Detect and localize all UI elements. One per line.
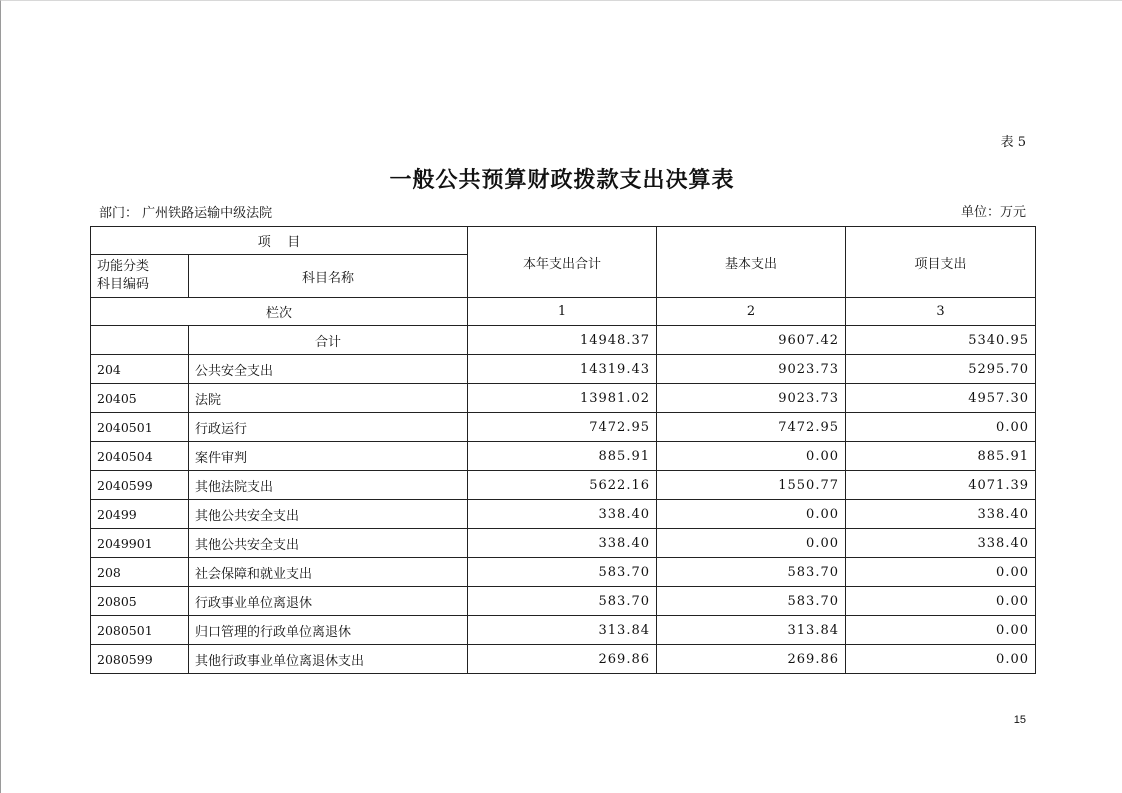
row-total: 269.86	[468, 645, 657, 674]
row-basic: 1550.77	[657, 471, 846, 500]
row-project: 4071.39	[846, 471, 1036, 500]
header-total: 本年支出合计	[468, 227, 657, 298]
row-total: 338.40	[468, 529, 657, 558]
row-project: 338.40	[846, 500, 1036, 529]
row-project: 0.00	[846, 616, 1036, 645]
header-subject-name: 科目名称	[189, 255, 468, 298]
row-basic: 269.86	[657, 645, 846, 674]
total-row-project: 5340.95	[846, 326, 1036, 355]
header-func-code-line2: 科目编码	[97, 277, 150, 292]
header-project: 项目支出	[846, 227, 1036, 298]
page-title: 一般公共预算财政拨款支出决算表	[389, 167, 735, 193]
header-row-index	[91, 298, 1036, 326]
unit-label: 单位：万元	[960, 205, 1026, 220]
row-project: 0.00	[846, 645, 1036, 674]
row-basic: 9023.73	[657, 355, 846, 384]
row-name: 行政事业单位离退休	[189, 587, 468, 616]
header-func-code	[91, 255, 189, 298]
row-code: 2080501	[91, 616, 189, 645]
total-row-code	[91, 326, 189, 355]
header-func-code-line1: 功能分类	[97, 259, 150, 274]
row-code: 2080599	[91, 645, 189, 674]
row-total: 7472.95	[468, 413, 657, 442]
row-name: 社会保障和就业支出	[189, 558, 468, 587]
header-item: 项 目	[91, 227, 468, 255]
row-basic: 313.84	[657, 616, 846, 645]
row-total: 885.91	[468, 442, 657, 471]
table-row	[91, 529, 1036, 558]
row-project: 0.00	[846, 413, 1036, 442]
table-number-label: 表 5	[1000, 135, 1026, 150]
row-total: 338.40	[468, 500, 657, 529]
row-name: 行政运行	[189, 413, 468, 442]
row-basic: 9023.73	[657, 384, 846, 413]
row-code: 2040501	[91, 413, 189, 442]
row-project: 0.00	[846, 558, 1036, 587]
row-project: 885.91	[846, 442, 1036, 471]
row-name: 案件审判	[189, 442, 468, 471]
table-row	[91, 471, 1036, 500]
row-total: 13981.02	[468, 384, 657, 413]
row-project: 338.40	[846, 529, 1036, 558]
row-code: 208	[91, 558, 189, 587]
expenditure-table	[90, 226, 1036, 674]
row-project: 5295.70	[846, 355, 1036, 384]
row-basic: 583.70	[657, 558, 846, 587]
row-code: 204	[91, 355, 189, 384]
page-number: 15	[1013, 714, 1026, 726]
data-rows	[91, 355, 1036, 674]
row-project: 4957.30	[846, 384, 1036, 413]
row-name: 其他公共安全支出	[189, 529, 468, 558]
row-basic: 7472.95	[657, 413, 846, 442]
header-basic: 基本支出	[657, 227, 846, 298]
header-row-item	[91, 227, 1036, 255]
row-total: 5622.16	[468, 471, 657, 500]
row-name: 其他法院支出	[189, 471, 468, 500]
table-row	[91, 558, 1036, 587]
row-basic: 0.00	[657, 500, 846, 529]
table-row	[91, 645, 1036, 674]
row-code: 2049901	[91, 529, 189, 558]
row-name: 公共安全支出	[189, 355, 468, 384]
total-row-total: 14948.37	[468, 326, 657, 355]
row-code: 20805	[91, 587, 189, 616]
row-code: 20499	[91, 500, 189, 529]
table-row	[91, 384, 1036, 413]
table-row	[91, 355, 1036, 384]
row-name: 法院	[189, 384, 468, 413]
row-total: 14319.43	[468, 355, 657, 384]
row-basic: 0.00	[657, 529, 846, 558]
row-name: 归口管理的行政单位离退休	[189, 616, 468, 645]
row-code: 2040599	[91, 471, 189, 500]
col-index-2: 2	[657, 298, 846, 326]
row-name: 其他公共安全支出	[189, 500, 468, 529]
row-code: 2040504	[91, 442, 189, 471]
table-row	[91, 616, 1036, 645]
col-index-1: 1	[468, 298, 657, 326]
row-project: 0.00	[846, 587, 1036, 616]
row-basic: 0.00	[657, 442, 846, 471]
total-row-label: 合计	[189, 326, 468, 355]
table-row	[91, 500, 1036, 529]
total-row-basic: 9607.42	[657, 326, 846, 355]
row-total: 583.70	[468, 587, 657, 616]
row-index-label: 栏次	[91, 298, 468, 326]
row-basic: 583.70	[657, 587, 846, 616]
col-index-3: 3	[846, 298, 1036, 326]
table-row	[91, 587, 1036, 616]
row-name: 其他行政事业单位离退休支出	[189, 645, 468, 674]
row-total: 313.84	[468, 616, 657, 645]
table-row	[91, 413, 1036, 442]
row-code: 20405	[91, 384, 189, 413]
table-row	[91, 442, 1036, 471]
row-total: 583.70	[468, 558, 657, 587]
department-label: 部门： 广州铁路运输中级法院	[99, 206, 273, 221]
total-row	[91, 326, 1036, 355]
